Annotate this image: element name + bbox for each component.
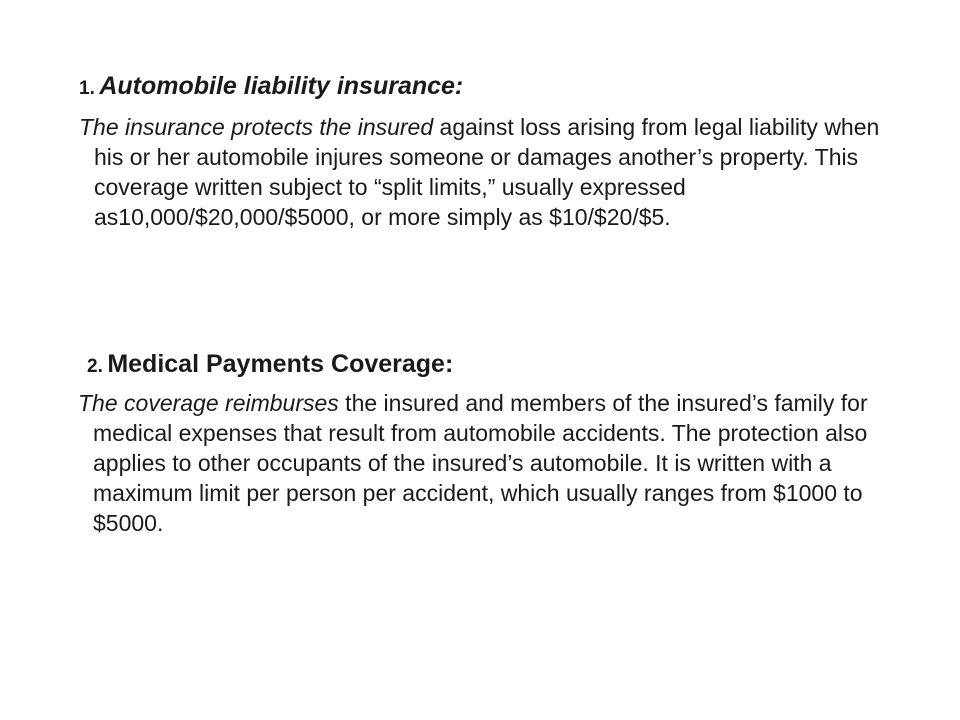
- section-automobile-liability: [0, 72, 960, 232]
- section-title: Medical Payments Coverage:: [107, 350, 454, 378]
- section-title: Automobile liability insurance:: [99, 72, 464, 100]
- paragraph-lead: The insurance protects the insured: [79, 114, 434, 140]
- section-paragraph: [78, 388, 908, 538]
- section-heading: [79, 72, 960, 101]
- section-medical-payments: [0, 350, 960, 538]
- paragraph-lead: The coverage reimburses: [78, 390, 339, 416]
- section-paragraph: [79, 112, 894, 232]
- section-number: 2.: [87, 356, 103, 377]
- section-heading: [87, 350, 960, 379]
- section-number: 1.: [79, 78, 95, 99]
- paragraph-body: the insured and members of the insured’s family for medical expenses that result from automobile accidents. The protection also applies to other occupants of the insured’s automobile. It is written with a maximum limit per person per accident, which usually ranges from $1000 to $5000.: [93, 390, 868, 536]
- paragraph-body: against loss arising from legal liability when his or her automobile injures someone or damages another’s property. This coverage written subject to “split limits,” usually expressed as10,000/$20,000/$5000, or more simply as $10/$20/$5.: [94, 114, 880, 230]
